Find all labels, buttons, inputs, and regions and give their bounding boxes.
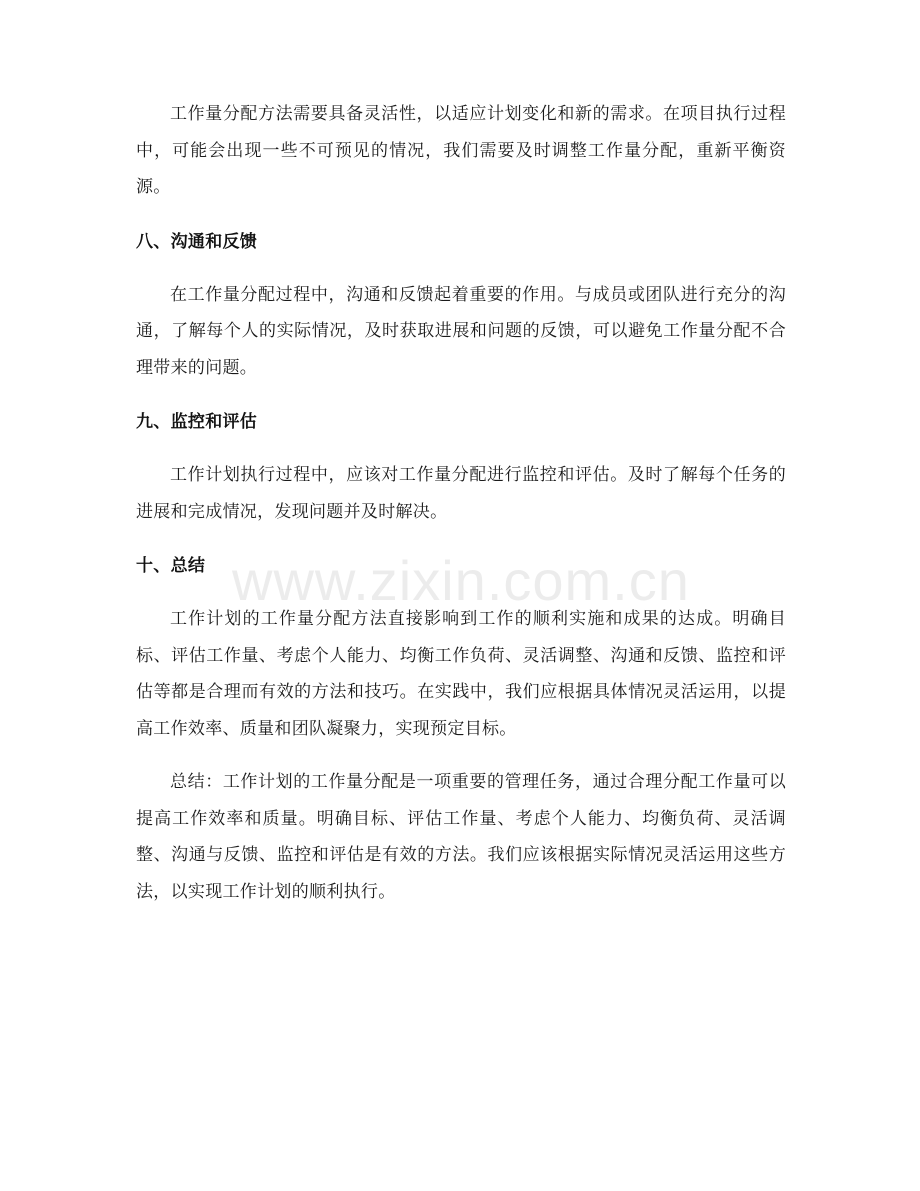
section-9-heading: 九、监控和评估 bbox=[136, 412, 258, 432]
section-9-paragraph: 工作计划执行过程中，应该对工作量分配进行监控和评估。及时了解每个任务的进展和完成情况，发现问题并及时解决。 bbox=[136, 465, 786, 522]
summary-paragraph: 总结：工作计划的工作量分配是一项重要的管理任务，通过合理分配工作量可以提高工作效率和质量。明确目标、评估工作量、考虑个人能力、均衡负荷、灵活调整、沟通与反馈、监控和评估是有效的方法。我们应该根据实际情况灵活运用这些方法，以实现工作计划的顺利执行。 bbox=[136, 772, 786, 902]
section-8-heading: 八、沟通和反馈 bbox=[136, 231, 258, 252]
intro-paragraph: 工作量分配方法需要具备灵活性，以适应计划变化和新的需求。在项目执行过程中，可能会出现一些不可预见的情况，我们需要及时调整工作量分配，重新平衡资源。 bbox=[136, 104, 786, 197]
section-10-paragraph-1: 工作计划的工作量分配方法直接影响到工作的顺利实施和成果的达成。明确目标、评估工作量、考虑个人能力、均衡工作负荷、灵活调整、沟通和反馈、监控和评估等都是合理而有效的方法和技巧。在实践中，我们应根据具体情况灵活运用，以提高工作效率、质量和团队凝聚力，实现预定目标。 bbox=[136, 609, 786, 739]
section-8-paragraph: 在工作量分配过程中，沟通和反馈起着重要的作用。与成员或团队进行充分的沟通，了解每个人的实际情况，及时获取进展和问题的反馈，可以避免工作量分配不合理带来的问题。 bbox=[136, 284, 786, 378]
document-body bbox=[136, 96, 786, 910]
watermark: www.zixin.com.cn bbox=[232, 549, 690, 612]
section-10-heading: 十、总结 bbox=[136, 556, 206, 576]
